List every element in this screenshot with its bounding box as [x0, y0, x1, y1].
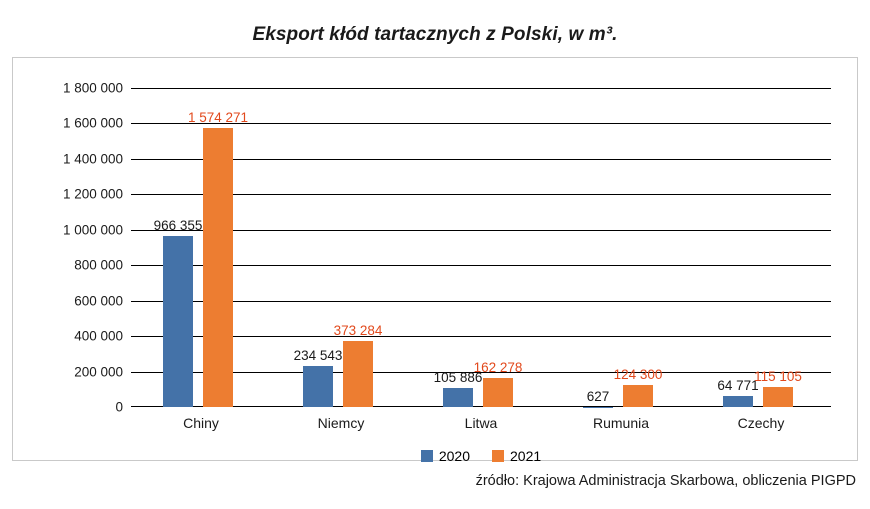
bar-group-niemcy — [271, 88, 411, 407]
bar-2020-litwa[interactable] — [433, 370, 483, 407]
bar-value-label: 124 300 — [613, 367, 663, 382]
bar-group-rumunia — [551, 88, 691, 407]
bar-2020-czechy[interactable] — [717, 377, 759, 408]
bar-2021-litwa[interactable] — [473, 360, 523, 407]
legend-item-2020[interactable] — [421, 448, 470, 464]
bar-group-litwa — [411, 88, 551, 407]
y-tick-label: 1 000 000 — [62, 222, 123, 238]
bar-group-czechy — [691, 88, 831, 407]
bar-value-label: 64 771 — [717, 377, 759, 393]
bar-series-container — [131, 88, 831, 407]
x-tick-label-czechy: Czechy — [737, 415, 785, 431]
x-tick-label-rumunia: Rumunia — [592, 415, 650, 431]
bar-value-label: 115 105 — [754, 368, 802, 384]
bar-2021-niemcy[interactable] — [333, 322, 383, 407]
x-tick-label-chiny: Chiny — [183, 415, 219, 431]
legend-swatch-icon — [492, 450, 504, 462]
bar-2021-rumunia[interactable] — [613, 367, 663, 407]
x-tick-label-litwa: Litwa — [464, 415, 498, 431]
bar-2020-niemcy[interactable] — [293, 347, 343, 408]
y-tick-label: 0 — [115, 399, 123, 415]
bar-value-label: 373 284 — [333, 322, 383, 338]
y-tick-label: 400 000 — [74, 328, 123, 344]
y-tick-label: 1 200 000 — [62, 186, 123, 202]
legend-label: 2020 — [438, 448, 470, 464]
legend-item-2021[interactable] — [492, 448, 541, 464]
y-tick-label: 1 800 000 — [62, 80, 123, 96]
x-tick-label-niemcy: Niemcy — [317, 415, 365, 431]
bar-value-label: 966 355 — [153, 217, 203, 233]
bar-value-label: 162 278 — [473, 360, 523, 376]
bar-2021-czechy[interactable] — [754, 368, 802, 407]
bar-value-label: 105 886 — [433, 370, 483, 386]
legend-label: 2021 — [510, 448, 542, 464]
bar-value-label: 234 543 — [293, 347, 343, 363]
bar-group-chiny — [131, 88, 271, 407]
bar-2021-chiny[interactable] — [187, 110, 249, 407]
y-tick-label: 1 600 000 — [62, 115, 123, 131]
y-tick-label: 600 000 — [74, 293, 123, 309]
y-tick-label: 200 000 — [74, 364, 123, 380]
legend-swatch-icon — [421, 450, 433, 462]
chart-title: Eksport kłód tartacznych z Polski, w m³. — [252, 24, 618, 45]
chart-frame — [12, 57, 858, 464]
bar-value-label: 1 574 271 — [187, 110, 249, 126]
legend — [131, 448, 831, 464]
bar-2020-chiny[interactable] — [153, 217, 203, 407]
y-tick-label: 1 400 000 — [62, 151, 123, 167]
y-axis-tick-labels — [35, 80, 123, 415]
source-note: źródło: Krajowa Administracja Skarbowa, obliczenia PIGPD — [475, 473, 856, 489]
bar-value-label: 627 — [586, 388, 610, 404]
y-tick-label: 800 000 — [74, 257, 123, 273]
